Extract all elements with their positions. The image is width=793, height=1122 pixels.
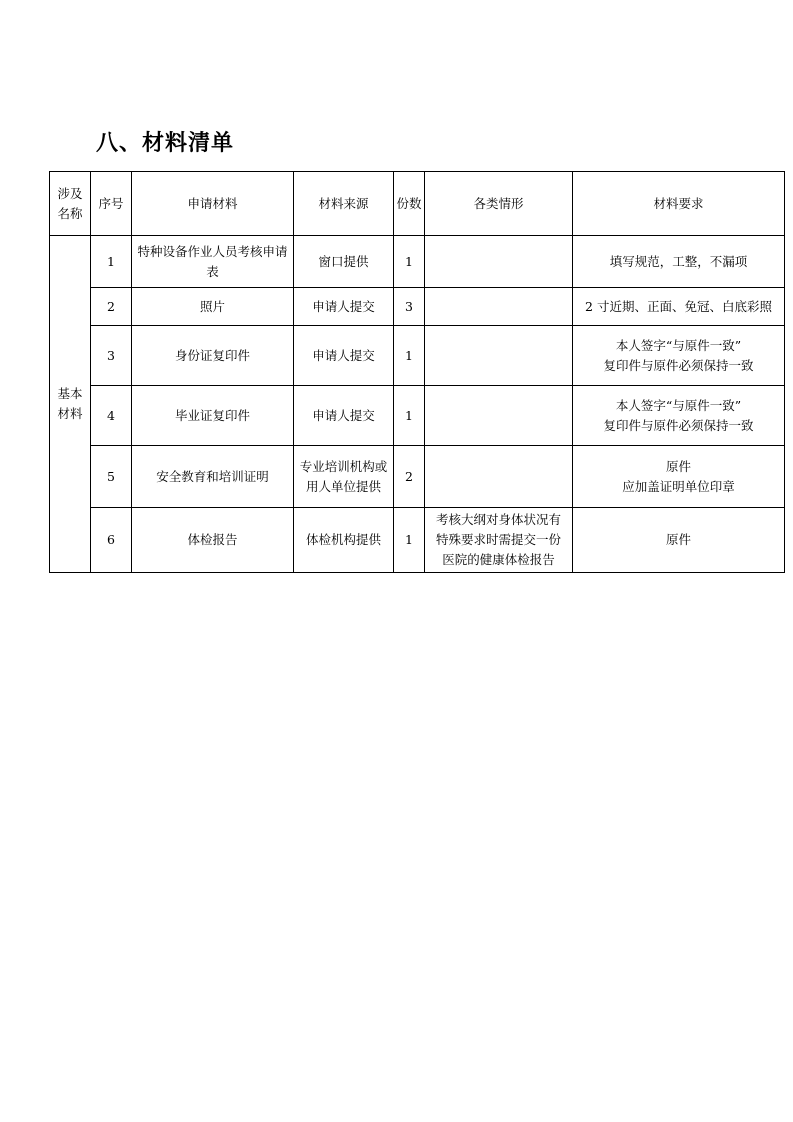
source-line: 申请人提交 <box>312 407 375 423</box>
material-cell: 毕业证复印件 <box>132 386 294 446</box>
situation-cell <box>425 236 573 288</box>
copies-cell: 1 <box>394 508 425 573</box>
material-cell: 身份证复印件 <box>132 326 294 386</box>
group-label-cell <box>50 236 91 573</box>
header-source: 材料来源 <box>294 172 394 236</box>
source-line: 窗口提供 <box>318 253 369 269</box>
group-label-line: 材料 <box>57 406 83 421</box>
group-label-line: 基本 <box>57 386 83 401</box>
situation-cell <box>425 288 573 326</box>
table-row <box>50 386 785 446</box>
table-row <box>50 288 785 326</box>
table-row <box>50 236 785 288</box>
copies-cell: 3 <box>394 288 425 326</box>
situation-line: 特殊要求时需提交一份 <box>435 532 561 547</box>
requirement-cell <box>573 326 785 386</box>
situation-cell <box>425 446 573 508</box>
requirement-line: 本人签字“与原件一致” <box>615 337 742 353</box>
header-copies: 份数 <box>394 172 425 236</box>
header-situation: 各类情形 <box>425 172 573 236</box>
source-cell <box>294 386 394 446</box>
source-cell <box>294 288 394 326</box>
requirement-line: 复印件与原件必须保持一致 <box>603 357 754 373</box>
seq-cell: 2 <box>91 288 132 326</box>
source-line: 申请人提交 <box>312 347 375 363</box>
requirement-line: 填写规范，工整，不漏项 <box>609 253 748 269</box>
seq-cell: 3 <box>91 326 132 386</box>
requirement-line: 本人签字“与原件一致” <box>615 397 742 413</box>
requirement-line: 2 寸近期、正面、免冠、白底彩照 <box>585 298 772 314</box>
header-requirement: 材料要求 <box>573 172 785 236</box>
seq-cell: 1 <box>91 236 132 288</box>
table-row <box>50 326 785 386</box>
copies-cell: 1 <box>394 386 425 446</box>
situation-line: 医院的健康体检报告 <box>442 552 555 567</box>
requirement-cell <box>573 446 785 508</box>
copies-cell: 1 <box>394 236 425 288</box>
source-cell <box>294 446 394 508</box>
materials-table <box>49 171 785 573</box>
requirement-line: 应加盖证明单位印章 <box>622 478 735 494</box>
source-cell <box>294 236 394 288</box>
situation-cell <box>425 508 573 573</box>
situation-line: 考核大纲对身体状况有 <box>435 512 561 527</box>
requirement-line: 原件 <box>665 532 691 547</box>
source-line: 专业培训机构或 <box>299 458 388 474</box>
header-category <box>50 172 91 236</box>
page-title: 八、材料清单 <box>96 131 235 156</box>
source-line: 体检机构提供 <box>305 532 381 547</box>
header-row <box>50 172 785 236</box>
material-cell: 特种设备作业人员考核申请表 <box>132 236 294 288</box>
source-cell <box>294 326 394 386</box>
requirement-cell <box>573 236 785 288</box>
requirement-cell <box>573 288 785 326</box>
table-row <box>50 446 785 508</box>
material-cell: 体检报告 <box>132 508 294 573</box>
requirement-cell <box>573 386 785 446</box>
header-material: 申请材料 <box>132 172 294 236</box>
source-line: 用人单位提供 <box>305 478 381 494</box>
seq-cell: 6 <box>91 508 132 573</box>
requirement-line: 原件 <box>665 458 691 474</box>
requirement-line: 复印件与原件必须保持一致 <box>603 417 754 433</box>
seq-cell: 4 <box>91 386 132 446</box>
requirement-cell <box>573 508 785 573</box>
header-category-line: 涉及 <box>57 185 83 201</box>
copies-cell: 2 <box>394 446 425 508</box>
seq-cell: 5 <box>91 446 132 508</box>
material-cell: 照片 <box>132 288 294 326</box>
source-cell <box>294 508 394 573</box>
situation-cell <box>425 326 573 386</box>
source-line: 申请人提交 <box>312 298 375 314</box>
material-cell: 安全教育和培训证明 <box>132 446 294 508</box>
table-row <box>50 508 785 573</box>
copies-cell: 1 <box>394 326 425 386</box>
situation-cell <box>425 386 573 446</box>
header-category-line: 名称 <box>57 205 83 221</box>
header-seq: 序号 <box>91 172 132 236</box>
